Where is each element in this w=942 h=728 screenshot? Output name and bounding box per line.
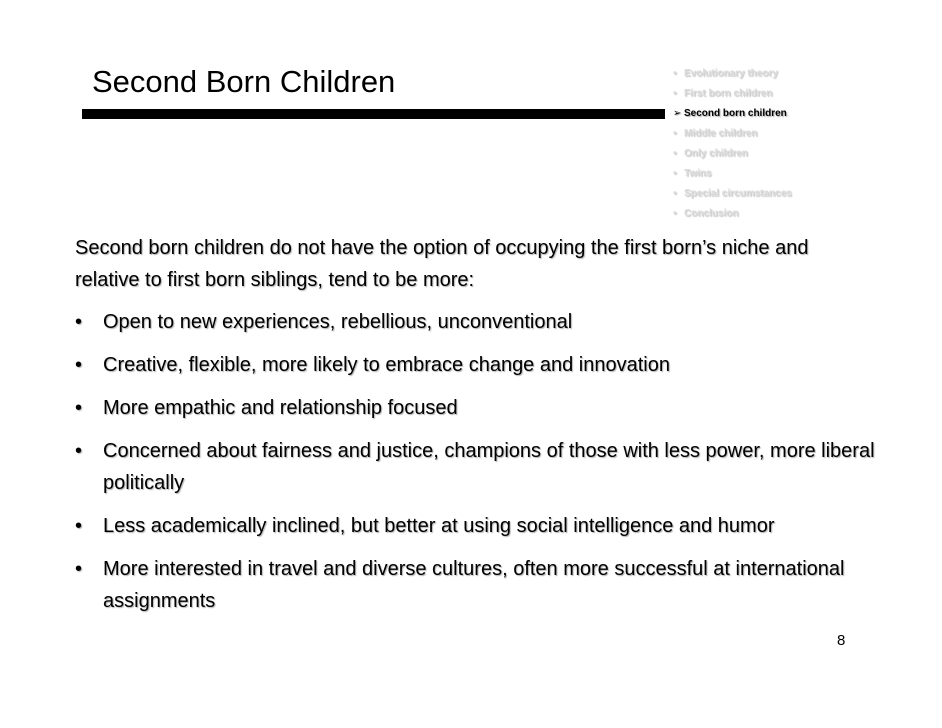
slide-body <box>75 232 875 628</box>
nav-item-label: Special circumstances <box>684 188 792 199</box>
nav-bullet-icon: • <box>673 128 677 139</box>
bullet-icon: • <box>75 311 83 333</box>
nav-item-first-born-children <box>673 84 792 104</box>
page-number: 8 <box>837 632 846 649</box>
nav-item-label: Evolutionary theory <box>684 68 778 79</box>
bullet-item <box>75 553 875 617</box>
bullet-text: Less academically inclined, but better at using social intelligence and humor <box>103 515 775 537</box>
nav-item-label: First born children <box>684 88 773 99</box>
nav-bullet-icon: • <box>673 168 677 179</box>
section-nav <box>673 64 792 224</box>
nav-bullet-icon: • <box>673 88 677 99</box>
bullet-text: More empathic and relationship focused <box>103 397 458 419</box>
nav-item-label: Only children <box>684 148 748 159</box>
nav-item-evolutionary-theory <box>673 64 792 84</box>
nav-bullet-icon: • <box>673 68 677 79</box>
nav-item-second-born-children <box>673 104 792 124</box>
bullet-icon: • <box>75 440 83 462</box>
bullet-text: Open to new experiences, rebellious, unconventional <box>103 311 573 333</box>
intro-paragraph: Second born children do not have the option of occupying the first born’s niche and relative to first born siblings, tend to be more: <box>75 237 809 291</box>
nav-item-only-children <box>673 144 792 164</box>
nav-item-special-circumstances <box>673 184 792 204</box>
bullet-item <box>75 510 875 542</box>
nav-item-label: Middle children <box>684 128 758 139</box>
bullet-item <box>75 392 875 424</box>
nav-bullet-icon: • <box>673 148 677 159</box>
bullet-item <box>75 306 875 338</box>
bullet-icon: • <box>75 515 83 537</box>
nav-item-twins <box>673 164 792 184</box>
nav-item-label: Twins <box>684 168 712 179</box>
bullet-item <box>75 435 875 499</box>
bullet-item <box>75 349 875 381</box>
nav-item-label: Second born children <box>684 108 787 119</box>
nav-item-middle-children <box>673 124 792 144</box>
bullet-icon: • <box>75 397 83 419</box>
nav-bullet-icon: • <box>673 188 677 199</box>
bullet-text: Creative, flexible, more likely to embrace change and innovation <box>103 354 670 376</box>
bullet-icon: • <box>75 354 83 376</box>
title-rule <box>82 109 665 119</box>
slide-title: Second Born Children <box>92 64 396 99</box>
nav-item-label: Conclusion <box>684 208 739 219</box>
nav-item-conclusion <box>673 204 792 224</box>
bullet-list <box>75 306 875 617</box>
nav-bullet-icon: • <box>673 208 677 219</box>
arrow-bullet-icon: ➢ <box>673 108 682 119</box>
bullet-text: More interested in travel and diverse cultures, often more successful at international assignments <box>103 558 845 612</box>
bullet-icon: • <box>75 558 83 580</box>
bullet-text: Concerned about fairness and justice, champions of those with less power, more liberal politically <box>103 440 875 494</box>
